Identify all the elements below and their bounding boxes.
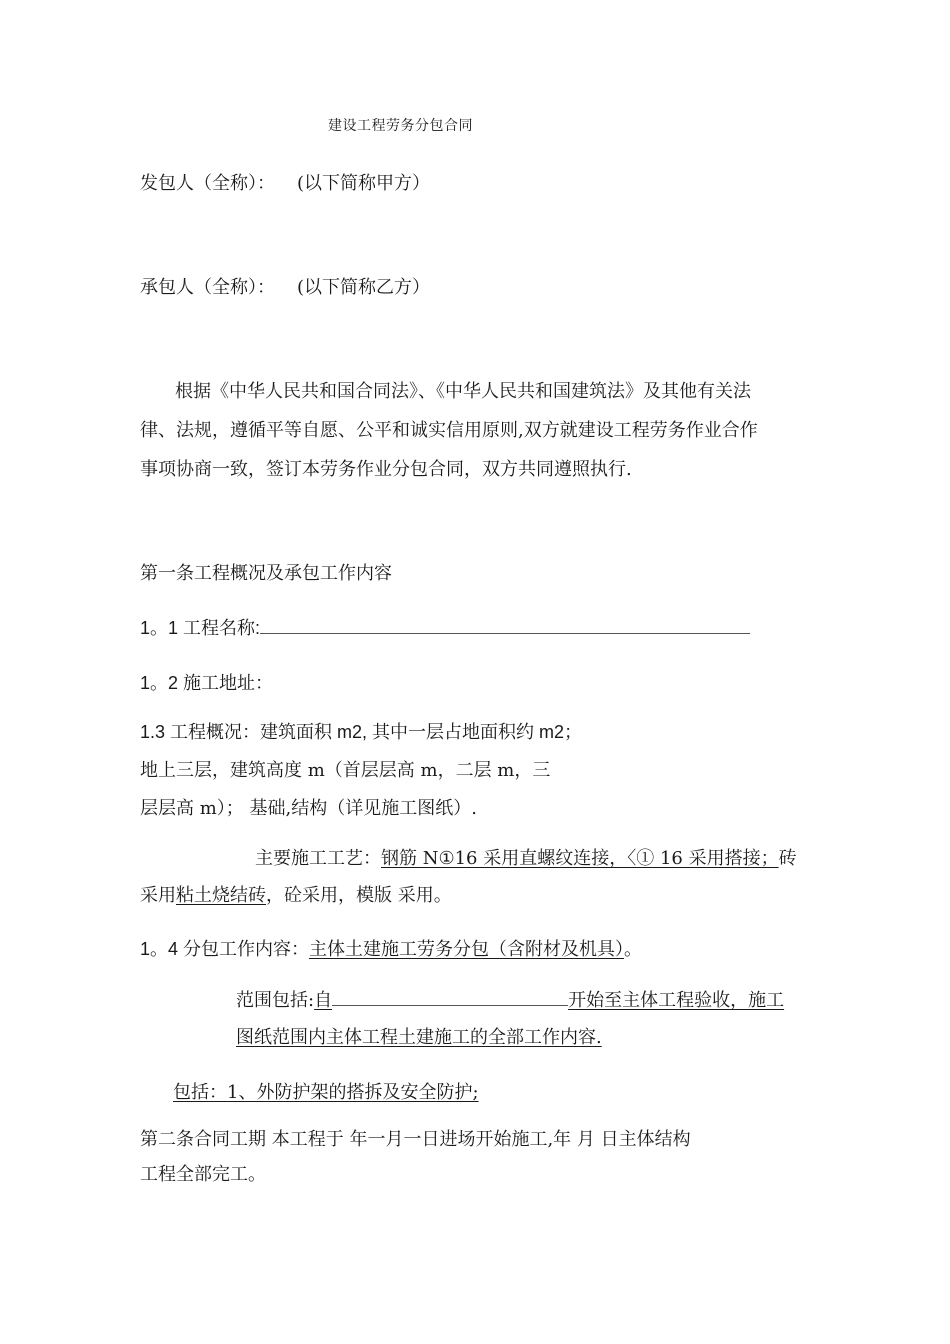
process-prefix: 主要施工工艺： — [255, 848, 381, 869]
process-brick: 粘土烧结砖 — [176, 885, 266, 906]
item-1-2 — [140, 671, 273, 696]
includes-line: 包括：1、外防护架的搭拆及安全防护; — [173, 1082, 479, 1103]
scope-start: 自 — [314, 990, 333, 1011]
party-a-line — [140, 172, 430, 196]
scope-label: 范围包括: — [236, 990, 315, 1011]
process-rebar: 钢筋 N①16 采用直螺纹连接，〈① 16 采用搭接； — [381, 848, 779, 869]
party-a-note: (以下简称甲方） — [297, 173, 431, 194]
item-1-3-line-1: 1.3 工程概况：建筑面积 m2, 其中一层占地面积约 m2； — [140, 722, 583, 742]
scope-line-2: 图纸范围内主体工程土建施工的全部工作内容. — [236, 1027, 602, 1048]
preamble-line-3: 事项协商一致，签订本劳务作业分包合同，双方共同遵照执行. — [140, 459, 632, 480]
party-b-line — [140, 276, 430, 300]
process-line2-tail: ，砼采用，模版 采用。 — [266, 885, 452, 906]
scope-start-blank — [332, 988, 568, 1006]
process-line2-prefix: 采用 — [140, 885, 176, 906]
item-1-1-label: 1。1 工程名称: — [140, 618, 261, 638]
process-line-2 — [140, 884, 452, 908]
item-1-4 — [140, 937, 642, 962]
item-1-1 — [140, 616, 750, 641]
scope-line-1 — [236, 988, 784, 1013]
contract-title: 建设工程劳务分包合同 — [328, 118, 473, 134]
process-tail: 砖 — [778, 848, 797, 869]
article-2-line-2: 工程全部完工。 — [140, 1164, 266, 1185]
item-1-4-content: 主体土建施工劳务分包（含附材及机具） — [309, 939, 625, 960]
party-b-note: (以下简称乙方） — [297, 277, 431, 298]
item-1-2-label: 1。2 施工地址： — [140, 673, 274, 693]
item-1-4-suffix: 。 — [624, 939, 643, 960]
article-2-line-1: 第二条合同工期 本工程于 年一月一日进场开始施工,年 月 日主体结构 — [140, 1129, 691, 1150]
scope-mid: 开始至主体工程验收，施工 — [568, 990, 785, 1011]
party-b-label: 承包人（全称）： — [140, 277, 275, 298]
item-1-3-line-3: 层层高 m）； 基础,结构（详见施工图纸）. — [140, 798, 477, 819]
project-name-blank — [260, 616, 750, 634]
party-a-label: 发包人（全称）： — [140, 173, 275, 194]
preamble-line-2: 律、法规，遵循平等自愿、公平和诚实信用原则,双方就建设工程劳务作业合作 — [140, 420, 758, 441]
item-1-3-line-2: 地上三层，建筑高度 m（首层层高 m，二层 m，三 — [140, 760, 551, 781]
article-1-heading: 第一条工程概况及承包工作内容 — [140, 563, 392, 584]
item-1-4-prefix: 1。4 分包工作内容： — [140, 939, 310, 959]
preamble-line-1: 根据《中华人民共和国合同法》、《中华人民共和国建筑法》及其他有关法 — [175, 381, 751, 402]
process-line-1 — [255, 847, 797, 871]
